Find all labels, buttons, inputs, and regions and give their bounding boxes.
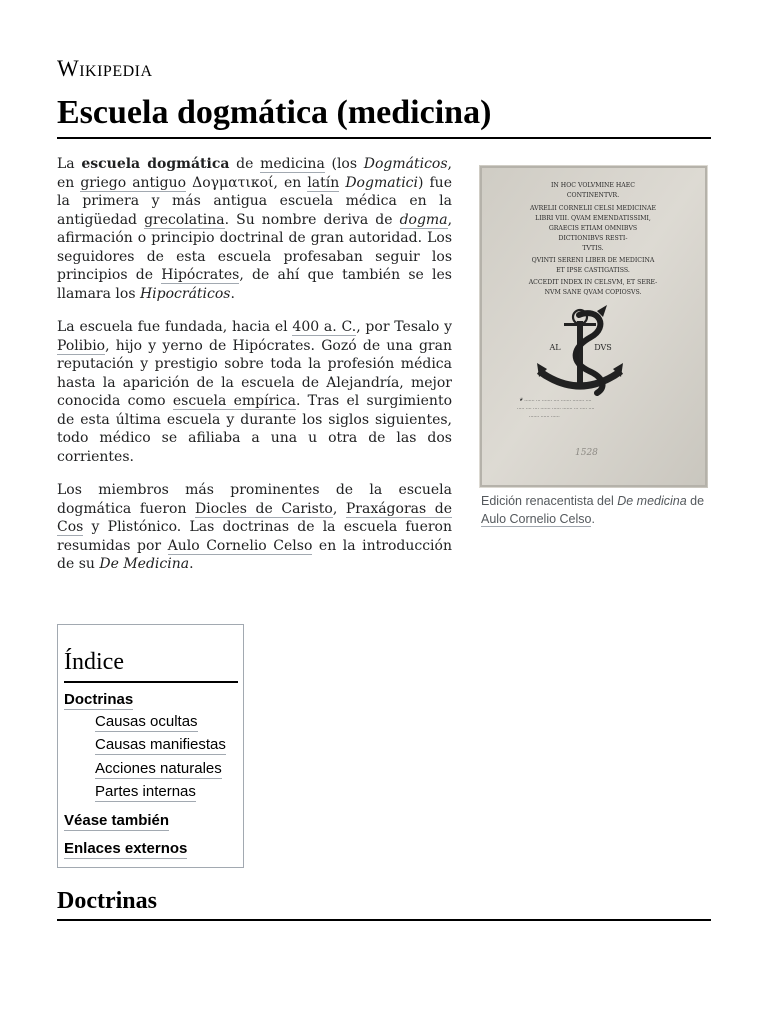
text: Los miembros más prominentes de la escuela dogmática fueron: [57, 482, 452, 517]
link-diocles[interactable]: Diocles de Caristo: [195, 500, 333, 517]
text: . Su nombre deriva de: [224, 211, 400, 228]
book-page-drawing: [479, 165, 708, 488]
link-medicina[interactable]: medicina: [260, 156, 325, 172]
book-line: CONTINENTVR.: [566, 192, 620, 199]
table-of-contents: [57, 624, 244, 868]
wikipedia-wordmark[interactable]: Wikipedia: [57, 56, 153, 81]
text: de: [229, 156, 261, 172]
text: .: [230, 285, 235, 302]
toc-divider: [64, 681, 238, 683]
device-letters-left: AL: [549, 343, 561, 352]
text: , afirmación o principio doctrinal de gran autoridad. Los seguidores de esta escuela profesaban seguir los principios de: [57, 211, 453, 283]
book-line: NVM SANE QVAM COPIOSVS.: [544, 289, 642, 296]
book-line: AVRELII CORNELII CELSI MEDICINAE: [530, 205, 656, 212]
toc-item-doctrinas[interactable]: Doctrinas: [64, 691, 134, 708]
link-400-ac[interactable]: 400 a. C.: [292, 319, 357, 335]
print-note-line: ....... ...... ......: [529, 414, 560, 419]
italic-term: Dogmatici: [345, 174, 418, 191]
text: ,: [332, 500, 346, 517]
paragraph-members: [57, 481, 452, 574]
toc-item-vease-tambien[interactable]: Véase también: [64, 812, 170, 829]
section-heading-doctrinas: Doctrinas: [57, 888, 157, 914]
device-letters-right: DVS: [594, 343, 612, 352]
text: de: [686, 494, 705, 508]
text: La escuela fue fundada, hacia el: [57, 319, 293, 335]
handwritten-year: 1528: [575, 448, 598, 458]
link-latin[interactable]: latín: [307, 174, 340, 191]
print-note-line: ..... .... .... ....... ...... ....... ... ..... ....: [517, 406, 595, 411]
print-note-line: ❦ ....... ... ....... .... ....... ........ ....: [519, 398, 592, 403]
paragraph-intro: [57, 155, 452, 303]
text: Δογματικοί, en: [186, 174, 308, 191]
italic-term: Hipocráticos: [139, 285, 231, 302]
book-line: ACCEDIT INDEX IN CELSVM, ET SERE-: [528, 279, 658, 286]
text: . Tras el surgimiento de esta última escuela y durante los siglos siguientes, todo médico se afiliaba a una u otra de las dos corrientes.: [57, 393, 452, 465]
text: y Plistónico. Las doctrinas de la escuela fueron resumidas por: [57, 519, 452, 554]
toc-item-enlaces-externos[interactable]: Enlaces externos: [64, 840, 188, 857]
text: La: [57, 156, 82, 172]
link-dogma[interactable]: dogma: [399, 211, 448, 228]
text: (los: [324, 156, 364, 172]
text: .: [591, 512, 595, 526]
link-griego-antiguo[interactable]: griego antiguo: [80, 174, 187, 191]
book-line: DICTIONIBVS RESTI-: [558, 235, 628, 242]
text: ) fue la primera y más antigua escuela médica en la antigüedad: [57, 174, 452, 228]
toc-item-acciones-naturales[interactable]: Acciones naturales: [95, 760, 222, 777]
toc-item-causas-ocultas[interactable]: Causas ocultas: [95, 713, 198, 730]
term-bold: escuela dogmática: [81, 156, 230, 172]
book-line: LIBRI VIII. QVAM EMENDATISSIMI,: [535, 215, 651, 222]
toc-item-partes-internas[interactable]: Partes internas: [95, 783, 196, 800]
link-escuela-empirica[interactable]: escuela empírica: [172, 393, 296, 409]
link-polibio[interactable]: Polibio: [57, 337, 106, 354]
italic-term: De medicina: [617, 494, 687, 508]
link-hipocrates[interactable]: Hipócrates: [161, 267, 240, 283]
paragraph-founding: [57, 318, 452, 466]
book-line: QVINTI SERENI LIBER DE MEDICINA: [531, 257, 655, 264]
figure-caption: [481, 492, 713, 528]
title-divider: [57, 137, 711, 139]
book-line: ET IPSE CASTIGATISS.: [556, 267, 630, 274]
text: , hijo y yerno de Hipócrates. Gozó de una gran reputación y prestigio sobre toda la profesión médica hasta la aparición de la escuela de Alejandría, mejor conocida como: [57, 337, 452, 409]
link-celso[interactable]: Aulo Cornelio Celso: [167, 537, 313, 554]
book-line: TVTIS.: [582, 245, 604, 252]
italic-term: De Medicina: [99, 556, 190, 572]
book-line: IN HOC VOLVMINE HAEC: [550, 182, 636, 189]
text: Edición renacentista del: [481, 494, 618, 508]
text: , de ahí que también se les llamara los: [57, 267, 452, 302]
link-praxagoras[interactable]: Praxágoras de Cos: [57, 500, 452, 535]
toc-item-causas-manifiestas[interactable]: Causas manifiestas: [95, 736, 226, 753]
link-grecolatina[interactable]: grecolatina: [144, 211, 225, 228]
toc-title: Índice: [64, 649, 124, 675]
text: , por Tesalo y: [356, 319, 452, 335]
caption-link-celso[interactable]: Aulo Cornelio Celso: [481, 512, 592, 526]
text: .: [189, 556, 194, 572]
article-body: [57, 155, 452, 589]
book-line: GRAECIS ETIAM OMNIBVS: [548, 225, 638, 232]
section-divider: [57, 919, 711, 921]
page-title: Escuela dogmática (medicina): [57, 94, 492, 131]
italic-term: Dogmáticos: [363, 156, 448, 172]
text: en la introducción de su: [57, 537, 452, 572]
book-title-page-image[interactable]: [479, 165, 708, 488]
text: , en: [57, 156, 452, 191]
